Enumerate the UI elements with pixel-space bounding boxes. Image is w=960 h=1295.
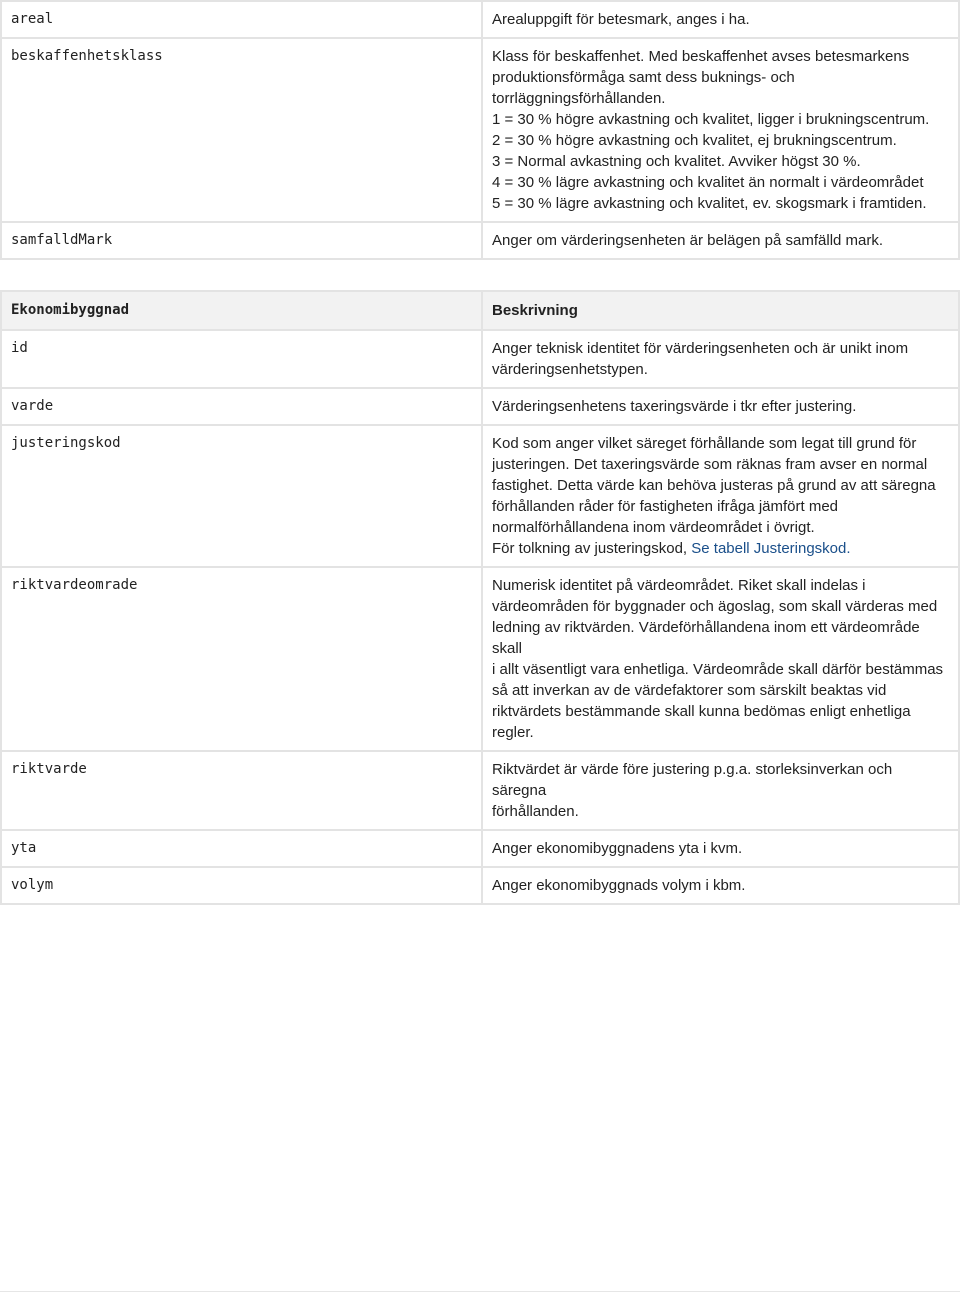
description-line: 2 = 30 % högre avkastning och kvalitet, ej brukningscentrum. (492, 132, 897, 149)
column-header-description: Beskrivning (482, 291, 959, 330)
field-description (482, 330, 959, 388)
field-name: samfalldMark (1, 222, 482, 259)
field-name: varde (1, 388, 482, 425)
table-header-row (1, 291, 959, 330)
field-description (482, 38, 959, 222)
description-line: ledning av riktvärden. Värdeförhållandena inom ett värdeområde skall (492, 619, 920, 657)
link-prefix: För tolkning av justeringskod, (492, 540, 692, 557)
description-line: produktionsförmåga samt dess buknings- och (492, 69, 795, 86)
description-line: Anger ekonomibyggnadens yta i kvm. (492, 840, 743, 857)
description-line: i allt väsentligt vara enhetliga. Värdeområde skall därför bestämmas (492, 661, 944, 678)
field-description (482, 751, 959, 830)
section-title: Ekonomibyggnad (1, 291, 482, 330)
field-name: areal (1, 1, 482, 38)
field-name: justeringskod (1, 425, 482, 567)
description-line: Anger teknisk identitet för värderingsenheten och är unikt inom (492, 340, 909, 357)
field-name: riktvarde (1, 751, 482, 830)
description-line: riktvärdets bestämmande skall kunna bedömas enligt enhetliga (492, 703, 911, 720)
description-line: 4 = 30 % lägre avkastning och kvalitet än normalt i värdeområdet (492, 174, 924, 191)
field-description (482, 867, 959, 904)
table-row (1, 830, 959, 867)
description-line: 1 = 30 % högre avkastning och kvalitet, ligger i brukningscentrum. (492, 111, 930, 128)
table-row (1, 425, 959, 567)
table-row (1, 567, 959, 751)
table-row (1, 222, 959, 259)
justeringskod-table-link[interactable]: Se tabell Justeringskod. (691, 540, 851, 557)
description-line: Värderingsenhetens taxeringsvärde i tkr efter justering. (492, 398, 857, 415)
description-line: fastighet. Detta värde kan behöva justeras på grund av att säregna (492, 477, 936, 494)
field-description (482, 425, 959, 567)
field-description (482, 830, 959, 867)
description-line: Anger ekonomibyggnads volym i kbm. (492, 877, 746, 894)
description-line: Klass för beskaffenhet. Med beskaffenhet avses betesmarkens (492, 48, 910, 65)
field-name: yta (1, 830, 482, 867)
table-spacer (1, 259, 959, 291)
field-description (482, 388, 959, 425)
page-bottom-divider (0, 1291, 960, 1292)
description-line: regler. (492, 724, 534, 741)
description-line: normalförhållandena inom värdeområdet i övrigt. (492, 519, 815, 536)
table-row (1, 38, 959, 222)
description-line (492, 538, 948, 559)
field-name: id (1, 330, 482, 388)
description-line: värdeområden för byggnader och ägoslag, som skall värderas med (492, 598, 938, 615)
description-line: Arealuppgift för betesmark, anges i ha. (492, 11, 750, 28)
description-line: så att inverkan av de värdefaktorer som särskilt beaktas vid (492, 682, 887, 699)
table-row (1, 751, 959, 830)
description-line: 5 = 30 % lägre avkastning och kvalitet, ev. skogsmark i framtiden. (492, 195, 927, 212)
description-line: förhållanden råder för fastigheten ifråga jämfört med (492, 498, 839, 515)
table-row (1, 388, 959, 425)
field-description (482, 222, 959, 259)
field-description (482, 1, 959, 38)
description-line: värderingsenhetstypen. (492, 361, 648, 378)
description-line: 3 = Normal avkastning och kvalitet. Avviker högst 30 %. (492, 153, 861, 170)
field-description (482, 567, 959, 751)
description-line: torrläggningsförhållanden. (492, 90, 666, 107)
field-name: riktvardeomrade (1, 567, 482, 751)
field-name: volym (1, 867, 482, 904)
description-line: Riktvärdet är värde före justering p.g.a. storleksinverkan och säregna (492, 761, 893, 799)
table-row (1, 330, 959, 388)
description-line: förhållanden. (492, 803, 579, 820)
description-line: Kod som anger vilket säreget förhållande som legat till grund för (492, 435, 917, 452)
description-line: Anger om värderingsenheten är belägen på samfälld mark. (492, 232, 884, 249)
table-row (1, 867, 959, 904)
description-line: Numerisk identitet på värdeområdet. Riket skall indelas i (492, 577, 866, 594)
description-line: justeringen. Det taxeringsvärde som räknas fram avser en normal (492, 456, 928, 473)
table-row (1, 1, 959, 38)
field-name: beskaffenhetsklass (1, 38, 482, 222)
